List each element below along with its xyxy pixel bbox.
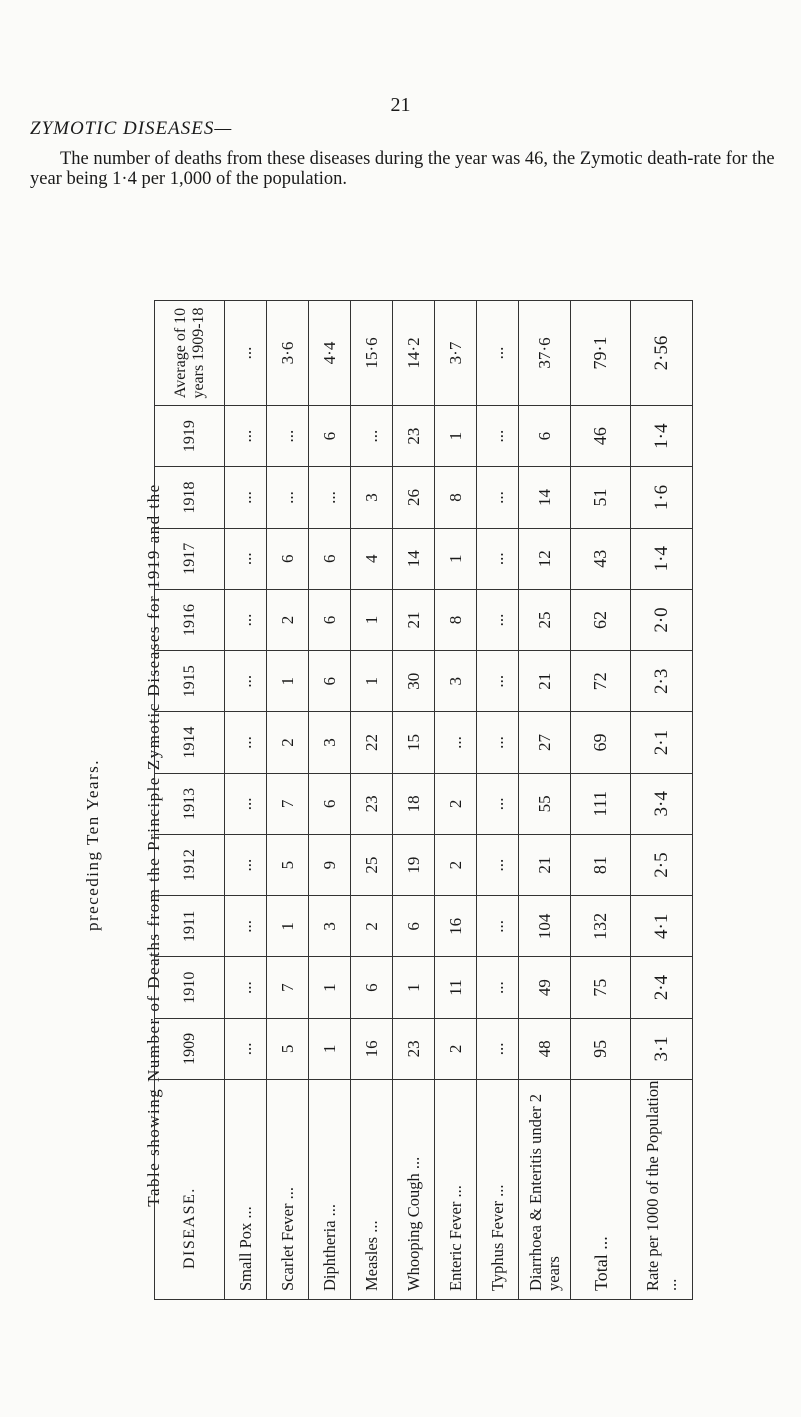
table-row [519, 301, 571, 1300]
rate-cell: 2·3 [631, 651, 693, 712]
disease-label: Diphtheria ... [309, 1080, 351, 1300]
table-cell: 1 [309, 957, 351, 1018]
table-cell: 25 [519, 589, 571, 650]
table-cell: 6 [267, 528, 309, 589]
page-number: 21 [390, 94, 411, 116]
year-header: 1913 [155, 773, 225, 834]
table-cell: ... [225, 589, 267, 650]
table-cell: ... [435, 712, 477, 773]
table-cell: 4·4 [309, 301, 351, 406]
table-cell: 16 [435, 896, 477, 957]
table-cell: ... [267, 467, 309, 528]
table-cell: ... [225, 896, 267, 957]
intro-paragraph: The number of deaths from these diseases during the year was 46, the Zymotic death-rate for the year being 1·4 per 1,000 of the population. [30, 149, 775, 189]
table-cell: 3·6 [267, 301, 309, 406]
table-cell: 5 [267, 834, 309, 895]
year-header: 1914 [155, 712, 225, 773]
table-cell: 7 [267, 957, 309, 1018]
table-cell: ... [477, 834, 519, 895]
year-header: 1918 [155, 467, 225, 528]
table-cell: 6 [519, 406, 571, 467]
table-cell: 23 [393, 406, 435, 467]
table-cell: 14·2 [393, 301, 435, 406]
table-cell: ... [225, 773, 267, 834]
rate-row [631, 301, 693, 1300]
table-cell: 25 [351, 834, 393, 895]
rate-cell: 2·4 [631, 957, 693, 1018]
table-cell: 15·6 [351, 301, 393, 406]
disease-label: Measles ... [351, 1080, 393, 1300]
total-cell: 95 [571, 1018, 631, 1079]
table-cell: ... [477, 896, 519, 957]
table-cell: 2 [435, 773, 477, 834]
table-cell: 23 [351, 773, 393, 834]
table-cell: 49 [519, 957, 571, 1018]
rate-cell: 4·1 [631, 896, 693, 957]
section-heading: ZYMOTIC DISEASES— [30, 118, 233, 139]
table-cell: 8 [435, 467, 477, 528]
table-cell: ... [225, 1018, 267, 1079]
table-cell: ... [225, 834, 267, 895]
table-cell: 15 [393, 712, 435, 773]
table-cell: 9 [309, 834, 351, 895]
rate-cell: 3·1 [631, 1018, 693, 1079]
table-row [435, 301, 477, 1300]
table-cell: 6 [309, 651, 351, 712]
table-cell: 1 [351, 589, 393, 650]
table-cell: ... [477, 651, 519, 712]
table-cell: 1 [435, 406, 477, 467]
table-cell: 6 [309, 528, 351, 589]
year-header: 1915 [155, 651, 225, 712]
table-cell: 6 [351, 957, 393, 1018]
table-cell: 3·7 [435, 301, 477, 406]
table-cell: 21 [519, 834, 571, 895]
table-header-row [155, 301, 225, 1300]
table-row [267, 301, 309, 1300]
table-cell: 8 [435, 589, 477, 650]
table-cell: 2 [267, 589, 309, 650]
disease-label: Scarlet Fever ... [267, 1080, 309, 1300]
table-cell: 1 [267, 651, 309, 712]
table-cell: 26 [393, 467, 435, 528]
rate-label: Rate per 1000 of the Population ... [631, 1080, 693, 1300]
year-header: 1911 [155, 896, 225, 957]
total-cell: 69 [571, 712, 631, 773]
table-cell: ... [351, 406, 393, 467]
table-cell: 22 [351, 712, 393, 773]
table-cell: ... [225, 467, 267, 528]
table-cell: 11 [435, 957, 477, 1018]
table-cell: 21 [519, 651, 571, 712]
table-cell: 6 [309, 589, 351, 650]
table-row [351, 301, 393, 1300]
table-cell: 6 [309, 406, 351, 467]
table-cell: 1 [351, 651, 393, 712]
table-cell: 1 [393, 957, 435, 1018]
deaths-table [154, 300, 693, 1300]
year-header: 1909 [155, 1018, 225, 1079]
table-cell: 16 [351, 1018, 393, 1079]
year-header: 1912 [155, 834, 225, 895]
total-cell: 132 [571, 896, 631, 957]
table-cell: 48 [519, 1018, 571, 1079]
year-header: 1910 [155, 957, 225, 1018]
disease-label: Typhus Fever ... [477, 1080, 519, 1300]
table-row [225, 301, 267, 1300]
table-cell: ... [477, 712, 519, 773]
table-cell: 6 [393, 896, 435, 957]
year-header: 1917 [155, 528, 225, 589]
total-cell: 46 [571, 406, 631, 467]
table-cell: 2 [435, 1018, 477, 1079]
table-cell: ... [477, 467, 519, 528]
total-cell: 81 [571, 834, 631, 895]
table-cell: 2 [435, 834, 477, 895]
table-cell: 1 [309, 1018, 351, 1079]
table-cell: 21 [393, 589, 435, 650]
disease-column-header: DISEASE. [155, 1080, 225, 1300]
total-cell: 72 [571, 651, 631, 712]
rate-cell: 2·0 [631, 589, 693, 650]
table-cell: ... [225, 406, 267, 467]
table-cell: 14 [519, 467, 571, 528]
total-row [571, 301, 631, 1300]
year-header: 1919 [155, 406, 225, 467]
table-cell: 6 [309, 773, 351, 834]
table-cell: 4 [351, 528, 393, 589]
table-title: Table showing Number of Deaths from the Principle Zymotic Diseases for 1919 and the [144, 483, 163, 1207]
table-row [309, 301, 351, 1300]
disease-label: Diarrhoea & Enteritis under 2 years [519, 1080, 571, 1300]
table-cell: ... [225, 957, 267, 1018]
disease-label: Small Pox ... [225, 1080, 267, 1300]
table-cell: 14 [393, 528, 435, 589]
rate-cell: 1·6 [631, 467, 693, 528]
table-cell: ... [477, 406, 519, 467]
table-cell: 30 [393, 651, 435, 712]
rate-cell: 2·1 [631, 712, 693, 773]
rate-cell: 2·5 [631, 834, 693, 895]
table-cell: ... [477, 301, 519, 406]
table-cell: ... [309, 467, 351, 528]
rate-cell: 3·4 [631, 773, 693, 834]
table-cell: ... [477, 589, 519, 650]
disease-label: Whooping Cough ... [393, 1080, 435, 1300]
disease-label: Enteric Fever ... [435, 1080, 477, 1300]
table-cell: ... [477, 957, 519, 1018]
table-cell: 27 [519, 712, 571, 773]
table-cell: ... [225, 712, 267, 773]
table-cell: ... [225, 301, 267, 406]
table-cell: 18 [393, 773, 435, 834]
average-header: Average of 10 years 1909-18 [155, 301, 225, 406]
table-cell: 7 [267, 773, 309, 834]
table-cell: 5 [267, 1018, 309, 1079]
total-cell: 62 [571, 589, 631, 650]
year-header: 1916 [155, 589, 225, 650]
table-cell: 3 [309, 896, 351, 957]
table-row [393, 301, 435, 1300]
table-cell: ... [225, 651, 267, 712]
table-cell: 19 [393, 834, 435, 895]
table-cell: ... [477, 528, 519, 589]
total-cell: 51 [571, 467, 631, 528]
table-cell: 23 [393, 1018, 435, 1079]
table-cell: ... [225, 528, 267, 589]
table-cell: 37·6 [519, 301, 571, 406]
rate-cell: 1·4 [631, 406, 693, 467]
total-cell: 43 [571, 528, 631, 589]
table-cell: 12 [519, 528, 571, 589]
table-cell: ... [477, 773, 519, 834]
table-cell: 2 [351, 896, 393, 957]
table-cell: 1 [435, 528, 477, 589]
table-cell: 3 [309, 712, 351, 773]
table-subtitle: preceding Ten Years. [83, 758, 102, 932]
table-row [477, 301, 519, 1300]
total-cell: 79·1 [571, 301, 631, 406]
total-cell: 75 [571, 957, 631, 1018]
table-cell: 2 [267, 712, 309, 773]
table-cell: 55 [519, 773, 571, 834]
total-label: Total ... [571, 1080, 631, 1300]
table-cell: 3 [435, 651, 477, 712]
table-cell: 3 [351, 467, 393, 528]
table-cell: ... [267, 406, 309, 467]
table-cell: ... [477, 1018, 519, 1079]
table-cell: 104 [519, 896, 571, 957]
total-cell: 111 [571, 773, 631, 834]
rate-cell: 1·4 [631, 528, 693, 589]
rate-cell: 2·56 [631, 301, 693, 406]
table-cell: 1 [267, 896, 309, 957]
